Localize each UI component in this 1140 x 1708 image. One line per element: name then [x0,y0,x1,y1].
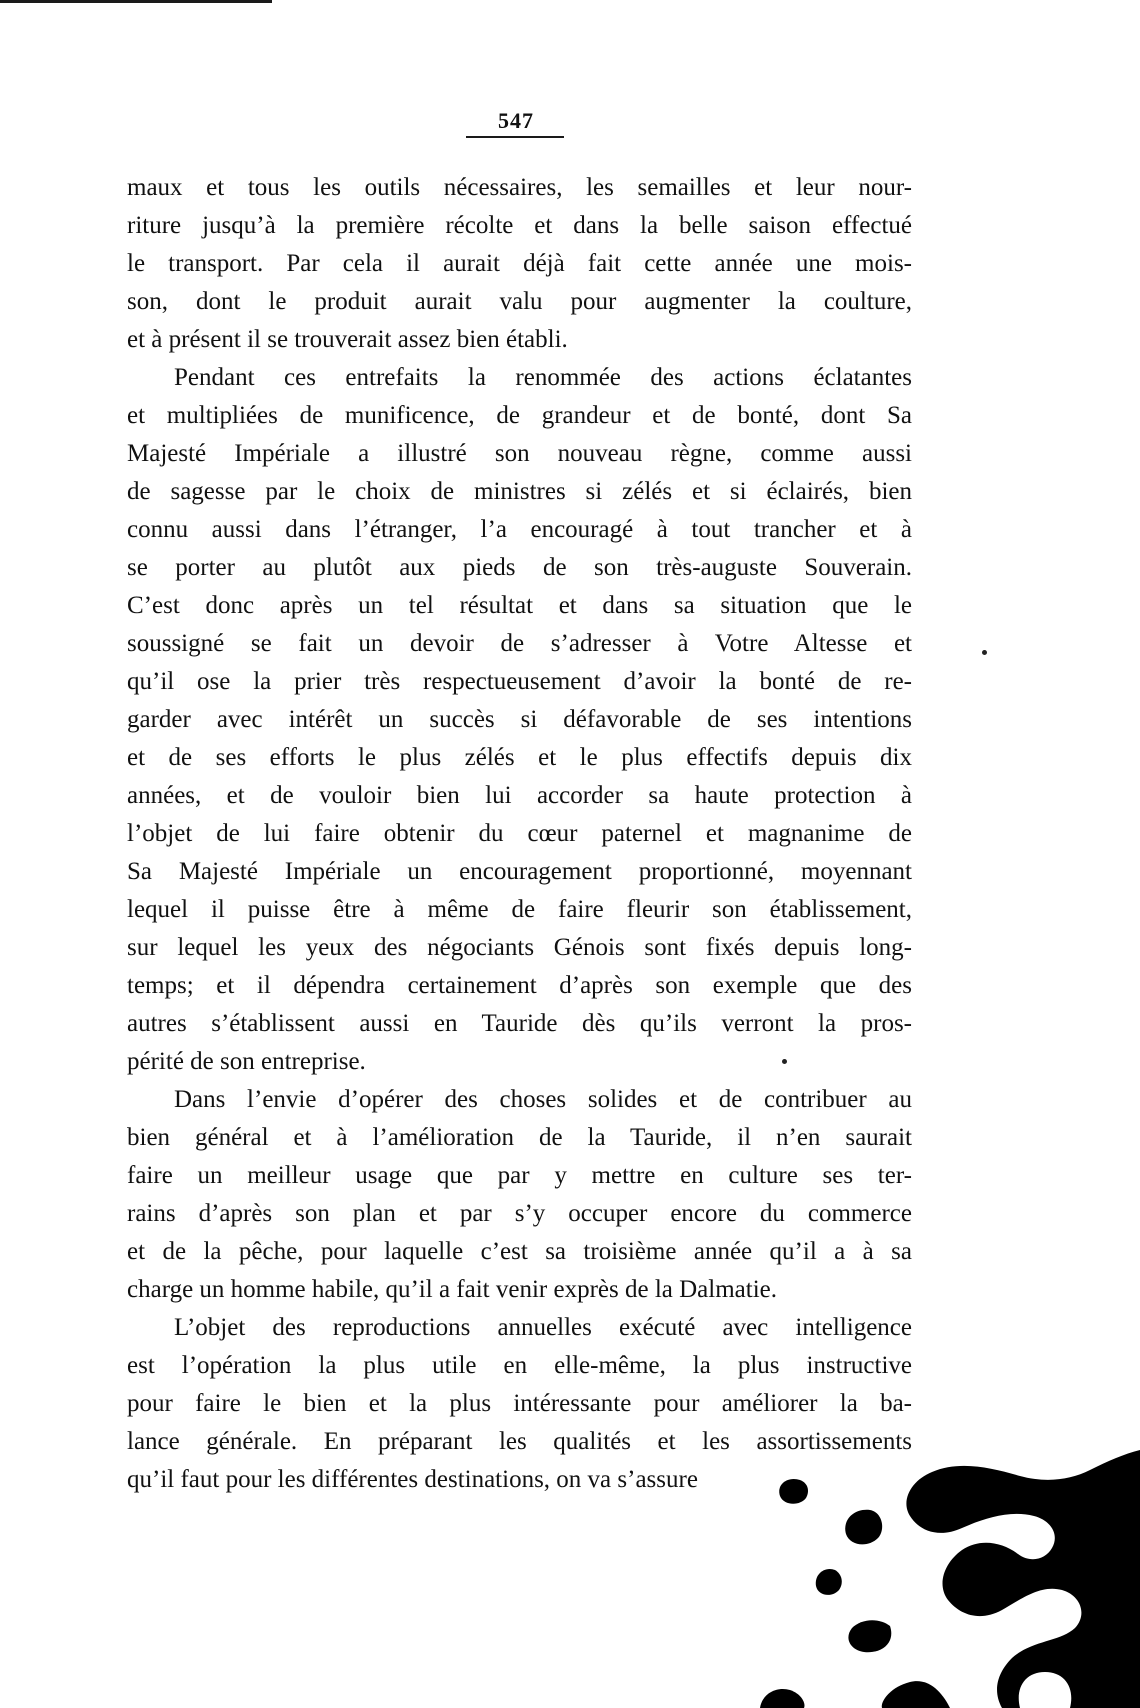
text-line: son, dont le produit aurait valu pour augmenter la coulture, [127,288,912,315]
text-line: pour faire le bien et la plus intéressante pour améliorer la ba- [127,1390,912,1417]
text-line: Sa Majesté Impériale un encouragement proportionné, moyennant [127,858,912,885]
text-line: autres s’établissent aussi en Tauride dès qu’ils verront la pros- [127,1010,912,1037]
text-line: rains d’après son plan et par s’y occuper encore du commerce [127,1200,912,1227]
page-number-underline [466,136,564,138]
text-line: qu’il ose la prier très respectueusement d’avoir la bonté de re- [127,668,912,695]
scan-speck [982,650,987,655]
text-line: lance générale. En préparant les qualités et les assortissements [127,1428,912,1455]
text-line: garder avec intérêt un succès si défavorable de ses intentions [127,706,912,733]
text-line: charge un homme habile, qu’il a fait venir exprès de la Dalmatie. [127,1276,777,1303]
paragraph [127,169,912,359]
text-line: Majesté Impériale a illustré son nouveau règne, comme aussi [127,440,912,467]
text-line: le transport. Par cela il aurait déjà fait cette année une mois- [127,250,912,277]
top-edge-rule [0,0,272,3]
body-text [127,169,912,1499]
text-line: se porter au plutôt aux pieds de son très-auguste Souverain. [127,554,912,581]
text-line: soussigné se fait un devoir de s’adresser à Votre Altesse et [127,630,912,657]
ink-blot-stain [740,1450,1140,1708]
text-line: Pendant ces entrefaits la renommée des actions éclatantes [174,364,912,391]
text-line: sur lequel les yeux des négociants Génois sont fixés depuis long- [127,934,912,961]
text-line: faire un meilleur usage que par y mettre en culture ses ter- [127,1162,912,1189]
text-line: maux et tous les outils nécessaires, les semailles et leur nour- [127,174,912,201]
text-line: connu aussi dans l’étranger, l’a encouragé à tout trancher et à [127,516,912,543]
text-line: qu’il faut pour les différentes destinations, on va s’assure [127,1466,698,1493]
text-line: l’objet de lui faire obtenir du cœur paternel et magnanime de [127,820,912,847]
text-line: bien général et à l’amélioration de la Tauride, il n’en saurait [127,1124,912,1151]
text-line: riture jusqu’à la première récolte et dans la belle saison effectué [127,212,912,239]
paragraph [127,1081,912,1309]
text-line: années, et de vouloir bien lui accorder sa haute protection à [127,782,912,809]
text-line: L’objet des reproductions annuelles exécuté avec intelligence [174,1314,912,1341]
page-number: 547 [498,108,534,133]
text-line: est l’opération la plus utile en elle-même, la plus instructive [127,1352,912,1379]
text-line: et multipliées de munificence, de grandeur et de bonté, dont Sa [127,402,912,429]
text-line: C’est donc après un tel résultat et dans sa situation que le [127,592,912,619]
text-line: de sagesse par le choix de ministres si zélés et si éclairés, bien [127,478,912,505]
text-line: lequel il puisse être à même de faire fleurir son établissement, [127,896,912,923]
scan-speck [782,1059,787,1064]
text-line: périté de son entreprise. [127,1048,366,1075]
text-line: Dans l’envie d’opérer des choses solides et de contribuer au [174,1086,912,1113]
text-line: temps; et il dépendra certainement d’après son exemple que des [127,972,912,999]
text-line: et à présent il se trouverait assez bien établi. [127,326,568,353]
paragraph [127,359,912,1081]
text-line: et de ses efforts le plus zélés et le plus effectifs depuis dix [127,744,912,771]
text-line: et de la pêche, pour laquelle c’est sa troisième année qu’il a à sa [127,1238,912,1265]
